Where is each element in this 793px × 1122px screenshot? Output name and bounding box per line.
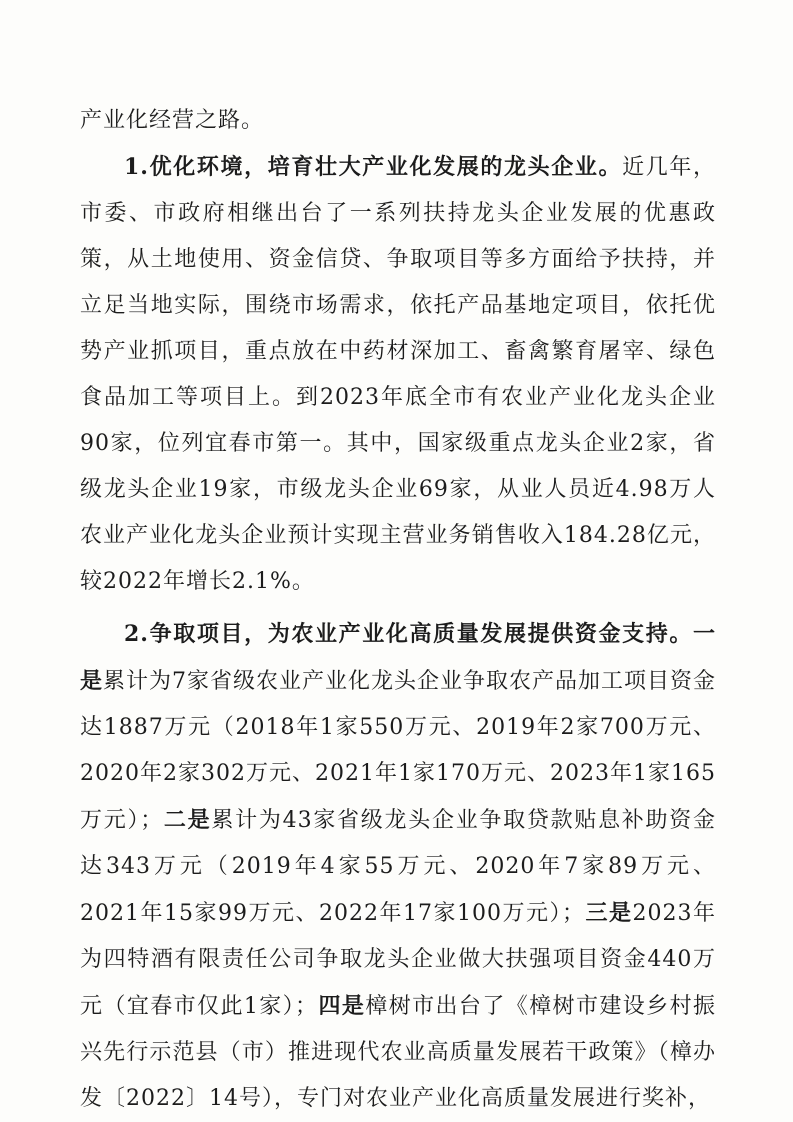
enumeration-lead-2: 二是 xyxy=(163,807,212,833)
paragraph-1 xyxy=(80,144,716,605)
body-text xyxy=(80,98,716,1122)
paragraph-2-heading: 2.争取项目，为农业产业化高质量发展提供资金支持。 xyxy=(124,621,693,647)
enumeration-lead-1: 一是 xyxy=(80,621,716,694)
paragraph-1-body: 近几年，市委、市政府相继出台了一系列扶持龙头企业发展的优惠政策，从土地使用、资金信贷、争取项目等多方面给予扶持，并立足当地实际，围绕市场需求，依托产品基地定项目，依托优势产业抓项目，重点放在中药材深加工、畜禽繁育屠宰、绿色食品加工等项目上。到2023年底全市有农业产业化龙头企业90家，位列宜春市第一。其中，国家级重点龙头企业2家，省级龙头企业19家，市级龙头企业69家，从业人员近4.98万人农业产业化龙头企业预计实现主营业务销售收入184.28亿元，较2022年增长2.1%。 xyxy=(80,155,716,594)
enumeration-lead-3: 三是 xyxy=(584,900,633,926)
enumeration-text-4: 樟树市出台了《樟树市建设乡村振兴先行示范县（市）推进现代农业高质量发展若干政策》（樟办发〔2022〕14号），专门对农业产业化高质量发展进行奖补， xyxy=(80,994,716,1111)
enumeration-lead-4: 四是 xyxy=(318,993,366,1019)
enumeration-text-2: 累计为43家省级龙头企业争取贷款贴息补助资金达343万元（2019年4家55万元、2020年7家89万元、2021年15家99万元、2022年17家100万元）； xyxy=(80,808,716,926)
enumeration-text-3: 2023年为四特酒有限责任公司争取龙头企业做大扶强项目资金440万元（宜春市仅此1家）； xyxy=(80,901,716,1019)
paragraph-2 xyxy=(80,611,716,1122)
paragraph-1-heading: 1.优化环境，培育壮大产业化发展的龙头企业。 xyxy=(124,154,623,180)
paragraph-continuation: 产业化经营之路。 xyxy=(80,108,265,133)
enumeration-text-1: 累计为7家省级农业产业化龙头企业争取农产品加工项目资金达1887万元（2018年1家550万元、2019年2家700万元、2020年2家302万元、2021年1家170万元、2023年1家165万元）； xyxy=(80,669,717,833)
